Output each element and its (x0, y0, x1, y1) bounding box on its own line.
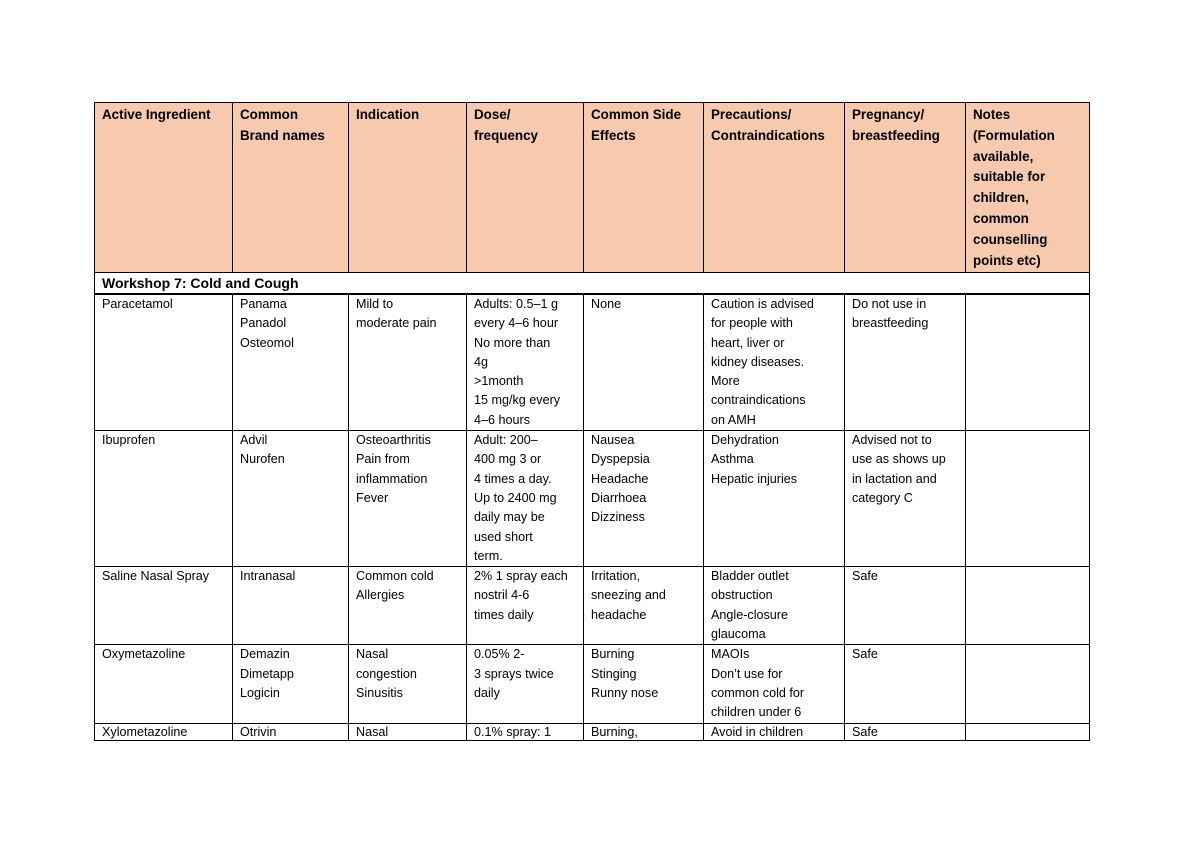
cell-text-line: headache (591, 607, 647, 622)
cell-text-line: 0.1% spray: 1 (474, 724, 552, 739)
header-text-line: Effects (591, 127, 636, 143)
cell-side-effects (584, 431, 704, 567)
cell-text-line: every 4–6 hour (474, 316, 559, 331)
header-text-line: common (973, 210, 1029, 226)
cell-brand-names (233, 431, 349, 567)
cell-text-line: Caution is advised (711, 297, 814, 311)
cell-pregnancy-breastfeeding (845, 723, 966, 740)
cell-text-line: More (711, 374, 740, 389)
cell-side-effects (584, 294, 704, 431)
cell-text-line: Runny nose (591, 685, 659, 700)
cell-notes (966, 567, 1090, 645)
header-text-line: breastfeeding (852, 127, 940, 143)
cell-text-line: congestion (356, 666, 417, 681)
cell-text-line: Sinusitis (356, 685, 403, 700)
cell-text-line: Intranasal (240, 569, 296, 584)
cell-text-line: Panama (240, 297, 287, 311)
cell-text-line: kidney diseases. (711, 354, 805, 369)
cell-text-line: for people with (711, 316, 793, 331)
header-indication (349, 103, 467, 273)
cell-text-line: Bladder outlet (711, 569, 789, 584)
cell-active-ingredient (95, 294, 233, 431)
header-pregnancy-breastfeeding (845, 103, 966, 273)
cell-precautions (704, 645, 845, 723)
cell-brand-names (233, 294, 349, 431)
cell-text-line: Nurofen (240, 452, 285, 467)
cell-text-line: MAOIs (711, 647, 750, 662)
cell-precautions (704, 294, 845, 431)
cell-active-ingredient (95, 431, 233, 567)
cell-dose-frequency (467, 294, 584, 431)
header-text-line: points etc) (973, 252, 1041, 268)
cell-text-line: Safe (852, 724, 878, 739)
section-row (95, 273, 1090, 295)
cell-text-line: 4–6 hours (474, 412, 531, 427)
cell-text-line: Avoid in children (711, 724, 804, 739)
cell-text-line: term. (474, 548, 503, 563)
cell-text-line: Hepatic injuries (711, 471, 798, 486)
cell-text-line: Nasal (356, 724, 389, 739)
header-text-line: Pregnancy/ (852, 107, 925, 122)
cell-text-line: None (591, 297, 622, 311)
cell-text-line: use as shows up (852, 452, 946, 467)
cell-text-line: Common cold (356, 569, 434, 584)
cell-active-ingredient (95, 645, 233, 723)
cell-text-line: 3 sprays twice (474, 666, 554, 681)
cell-brand-names (233, 723, 349, 740)
cell-text-line: Up to 2400 mg (474, 490, 557, 505)
cell-text-line: Allergies (356, 588, 405, 603)
cell-text-line: Nausea (591, 433, 635, 448)
cell-notes (966, 431, 1090, 567)
cell-text-line: Dehydration (711, 433, 779, 448)
header-text-line: Notes (973, 107, 1011, 122)
cell-text-line: 400 mg 3 or (474, 452, 542, 467)
cell-dose-frequency (467, 723, 584, 740)
cell-text-line: Irritation, (591, 569, 640, 584)
cell-text-line: Mild to (356, 297, 394, 311)
cell-pregnancy-breastfeeding (845, 431, 966, 567)
header-text-line: (Formulation (973, 127, 1055, 143)
cell-indication (349, 294, 467, 431)
cell-text-line: category C (852, 490, 913, 505)
header-text-line: counselling (973, 231, 1048, 247)
cell-side-effects (584, 723, 704, 740)
section-title: Workshop 7: Cold and Cough (95, 273, 1090, 295)
cell-text-line: Adult: 200– (474, 433, 538, 448)
cell-text-line: Safe (852, 569, 878, 584)
cell-text-line: Angle-closure (711, 607, 789, 622)
cell-precautions (704, 567, 845, 645)
cell-text-line: >1month (474, 374, 524, 389)
cell-text-line: heart, liver or (711, 335, 785, 350)
cell-text-line: 0.05% 2- (474, 647, 525, 662)
header-common-brand-names (233, 103, 349, 273)
cell-text-line: Oxymetazoline (102, 647, 186, 662)
cell-text-line: Otrivin (240, 724, 277, 739)
cell-side-effects (584, 567, 704, 645)
cell-text-line: Headache (591, 471, 649, 486)
cell-text-line: Nasal (356, 647, 389, 662)
cell-text-line: used short (474, 529, 533, 544)
cell-text-line: Paracetamol (102, 297, 173, 311)
cell-text-line: Osteoarthritis (356, 433, 431, 448)
header-text-line: frequency (474, 127, 538, 143)
cell-text-line: daily may be (474, 510, 545, 525)
header-text-line: Brand names (240, 127, 325, 143)
cell-text-line: 4 times a day. (474, 471, 552, 486)
cell-precautions (704, 723, 845, 740)
table-row (95, 431, 1090, 567)
cell-pregnancy-breastfeeding (845, 294, 966, 431)
cell-text-line: Stinging (591, 666, 637, 681)
header-text-line: Common (240, 107, 299, 122)
cell-text-line: daily (474, 685, 500, 700)
cell-text-line: common cold for (711, 685, 805, 700)
cell-text-line: Dyspepsia (591, 452, 650, 467)
cell-pregnancy-breastfeeding (845, 567, 966, 645)
table-row (95, 294, 1090, 431)
cell-active-ingredient (95, 567, 233, 645)
cell-notes (966, 645, 1090, 723)
cell-text-line: Logicin (240, 685, 280, 700)
cell-text-line: 2% 1 spray each (474, 569, 568, 584)
cell-precautions (704, 431, 845, 567)
cell-text-line: Fever (356, 490, 389, 505)
cell-text-line: Advil (240, 433, 268, 448)
cell-indication (349, 567, 467, 645)
cell-text-line: Osteomol (240, 335, 294, 350)
table-row (95, 645, 1090, 723)
cell-text-line: Xylometazoline (102, 724, 188, 739)
cell-notes (966, 723, 1090, 740)
header-common-side-effects (584, 103, 704, 273)
drug-reference-table (94, 102, 1090, 741)
cell-text-line: Advised not to (852, 433, 932, 448)
cell-text-line: Burning (591, 647, 635, 662)
cell-text-line: contraindications (711, 393, 806, 408)
header-text-line: Contraindications (711, 127, 825, 143)
cell-text-line: nostril 4-6 (474, 588, 530, 603)
cell-text-line: Saline Nasal Spray (102, 569, 210, 584)
cell-text-line: 4g (474, 354, 489, 369)
cell-indication (349, 645, 467, 723)
header-text-line: Active Ingredient (102, 107, 211, 122)
table-body (95, 103, 1090, 741)
header-text-line: Dose/ (474, 107, 511, 122)
cell-dose-frequency (467, 567, 584, 645)
header-notes (966, 103, 1090, 273)
cell-text-line: sneezing and (591, 588, 666, 603)
cell-dose-frequency (467, 431, 584, 567)
header-text-line: suitable for (973, 169, 1046, 185)
cell-text-line: Dizziness (591, 510, 645, 525)
header-text-line: Common Side (591, 107, 682, 122)
cell-text-line: Dimetapp (240, 666, 294, 681)
cell-active-ingredient (95, 723, 233, 740)
cell-text-line: breastfeeding (852, 316, 929, 331)
cell-notes (966, 294, 1090, 431)
header-row (95, 103, 1090, 273)
cell-text-line: No more than (474, 335, 551, 350)
header-text-line: children, (973, 190, 1029, 206)
cell-indication (349, 431, 467, 567)
table-row (95, 723, 1090, 740)
cell-text-line: Do not use in (852, 297, 927, 311)
cell-dose-frequency (467, 645, 584, 723)
cell-text-line: in lactation and (852, 471, 937, 486)
cell-text-line: Adults: 0.5–1 g (474, 297, 559, 311)
header-text-line: Indication (356, 107, 420, 122)
cell-text-line: Diarrhoea (591, 490, 647, 505)
cell-text-line: Demazin (240, 647, 290, 662)
header-text-line: available, (973, 148, 1034, 164)
cell-text-line: children under 6 (711, 705, 802, 720)
cell-text-line: Don’t use for (711, 666, 783, 681)
cell-text-line: Asthma (711, 452, 754, 467)
header-dose-frequency (467, 103, 584, 273)
cell-side-effects (584, 645, 704, 723)
cell-text-line: Safe (852, 647, 878, 662)
cell-text-line: moderate pain (356, 316, 437, 331)
cell-pregnancy-breastfeeding (845, 645, 966, 723)
cell-text-line: times daily (474, 607, 534, 622)
cell-text-line: Panadol (240, 316, 287, 331)
cell-text-line: on AMH (711, 412, 756, 427)
cell-text-line: Pain from (356, 452, 410, 467)
table-row (95, 567, 1090, 645)
cell-text-line: glaucoma (711, 627, 766, 642)
cell-text-line: inflammation (356, 471, 428, 486)
cell-brand-names (233, 645, 349, 723)
header-active-ingredient (95, 103, 233, 273)
cell-text-line: Ibuprofen (102, 433, 156, 448)
header-text-line: Precautions/ (711, 107, 792, 122)
cell-text-line: obstruction (711, 588, 773, 603)
cell-brand-names (233, 567, 349, 645)
cell-text-line: 15 mg/kg every (474, 393, 561, 408)
header-precautions-contraindications (704, 103, 845, 273)
cell-text-line: Burning, (591, 724, 638, 739)
cell-indication (349, 723, 467, 740)
